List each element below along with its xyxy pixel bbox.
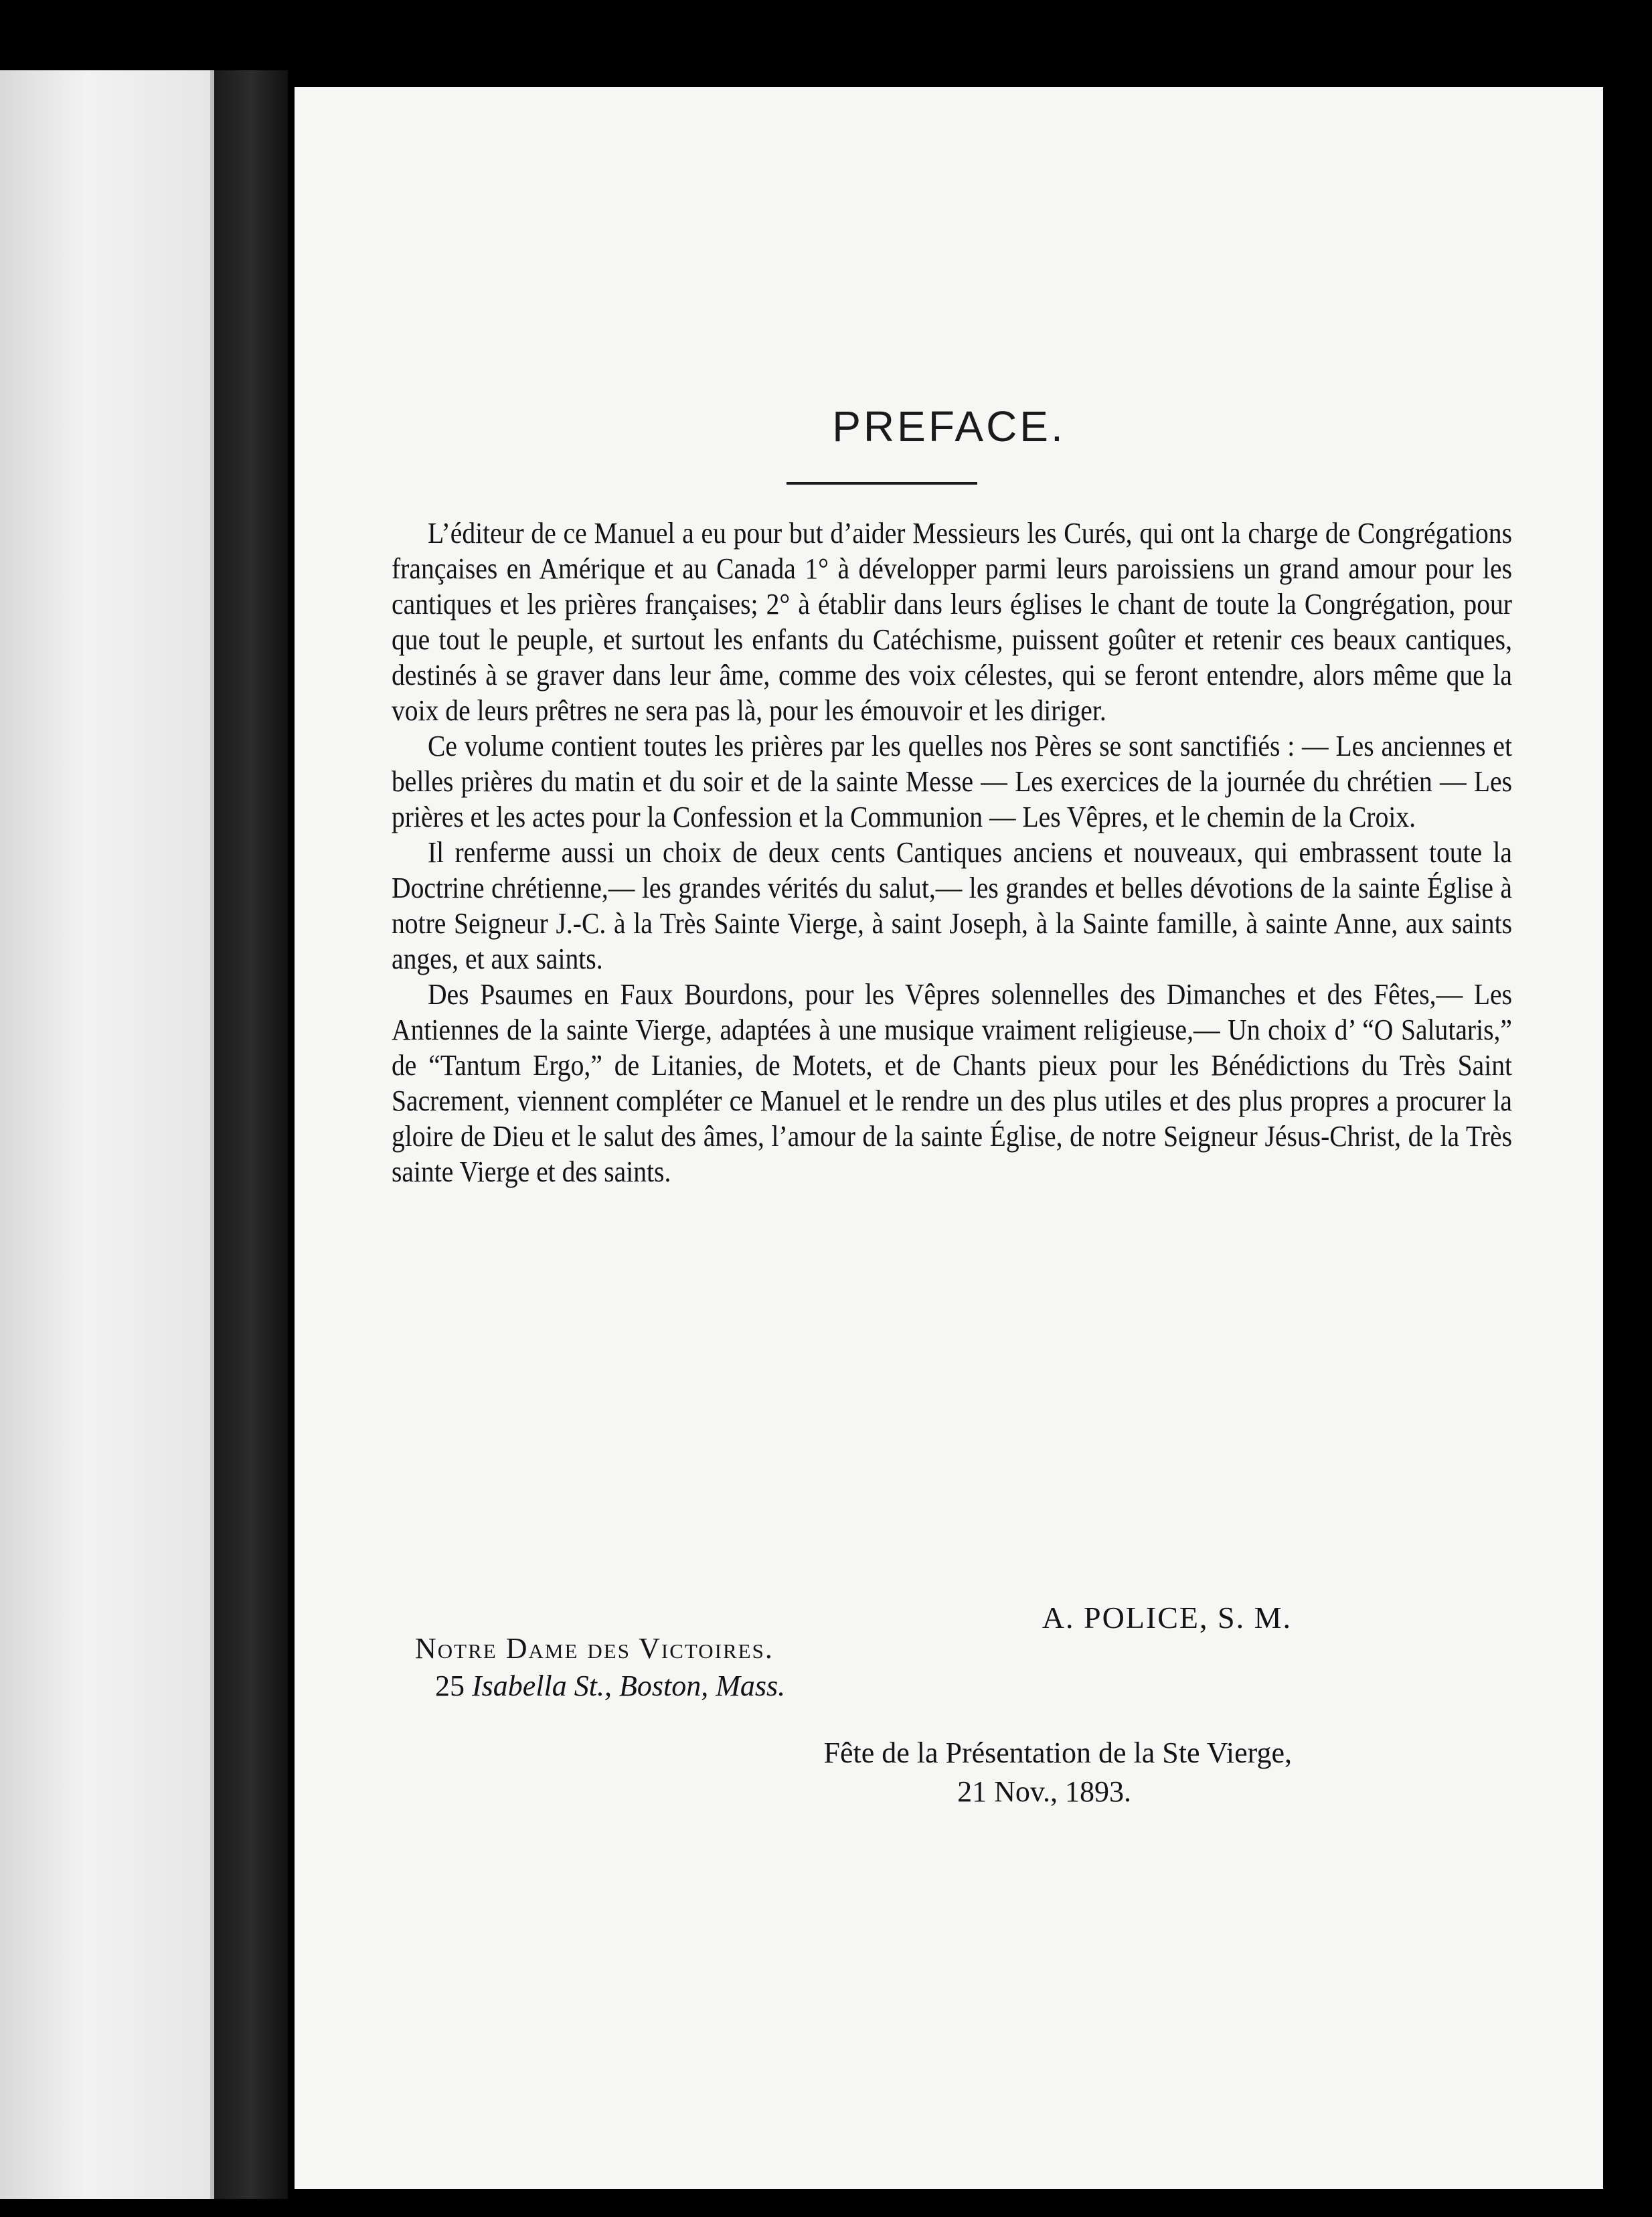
author-signature: A. POLICE, S. M. xyxy=(1042,1600,1292,1635)
occasion-text: Fête de la Présentation de la Ste Vierge, xyxy=(823,1736,1292,1769)
paragraph-purpose: L’éditeur de ce Manuel a eu pour but d’aider Messieurs les Curés, qui ont la charge de Congrégations françaises en Amérique et au Canada 1° à développer parmi leurs paroissiens un grand amour pour les cantiques et les prières françaises; 2° à établir dans leurs églises le chant de toute la Congrégation, pour que tout le peuple, et surtout les enfants du Catéchisme, puissent goûter et retenir ces beaux cantiques, destinés à se graver dans leur âme, comme des voix célestes, qui se feront entendre, alors même que la voix de leurs prêtres ne sera pas là, pour les émouvoir et les diriger. xyxy=(392,517,1512,727)
preface-body xyxy=(392,515,1512,1189)
dateline xyxy=(295,1734,1292,1811)
date-text: 21 Nov., 1893. xyxy=(957,1775,1131,1808)
organization-name: Notre Dame des Victoires. xyxy=(415,1632,774,1665)
binding-gutter xyxy=(214,70,288,2199)
address-line xyxy=(415,1667,785,1705)
page-title: PREFACE. xyxy=(832,402,1066,450)
street-number: 25 xyxy=(435,1669,465,1702)
title-rule xyxy=(787,482,977,485)
facing-page-edge xyxy=(0,70,214,2199)
paragraph-cantiques: Il renferme aussi un choix de deux cents Cantiques anciens et nouveaux, qui embrassent toute la Doctrine chrétienne,— les grandes vérités du salut,— les grandes et belles dévotions de la sainte Église à notre Seigneur J.-C. à la Très Sainte Vierge, à saint Joseph, à la Sainte famille, à sainte Anne, aux saints anges, et aux saints. xyxy=(392,836,1512,975)
place-block xyxy=(415,1630,785,1705)
street-address: Isabella St., Boston, Mass. xyxy=(472,1669,786,1702)
paragraph-contents: Ce volume contient toutes les prières par les quelles nos Pères se sont sanctifiés : — Les anciennes et belles prières du matin et du soir et de la sainte Messe — Les exercices de la journée du chrétien — Les prières et les actes pour la Confession et la Communion — Les Vêpres, et le chemin de la Croix. xyxy=(392,730,1512,833)
preface-page xyxy=(295,87,1603,2189)
paragraph-psalms: Des Psaumes en Faux Bourdons, pour les Vêpres solennelles des Dimanches et des Fêtes,— Les Antiennes de la sainte Vierge, adaptées à une musique vraiment religieuse,— Un choix d’ “O Salutaris,” de “Tantum Ergo,” de Litanies, de Motets, et de Chants pieux pour les Bénédictions du Très Saint Sacrement, viennent compléter ce Manuel et le rendre un des plus utiles et des plus propres a procurer la gloire de Dieu et le salut des âmes, l’amour de la sainte Église, de notre Seigneur Jésus-Christ, de la Très sainte Vierge et des saints. xyxy=(392,978,1512,1188)
